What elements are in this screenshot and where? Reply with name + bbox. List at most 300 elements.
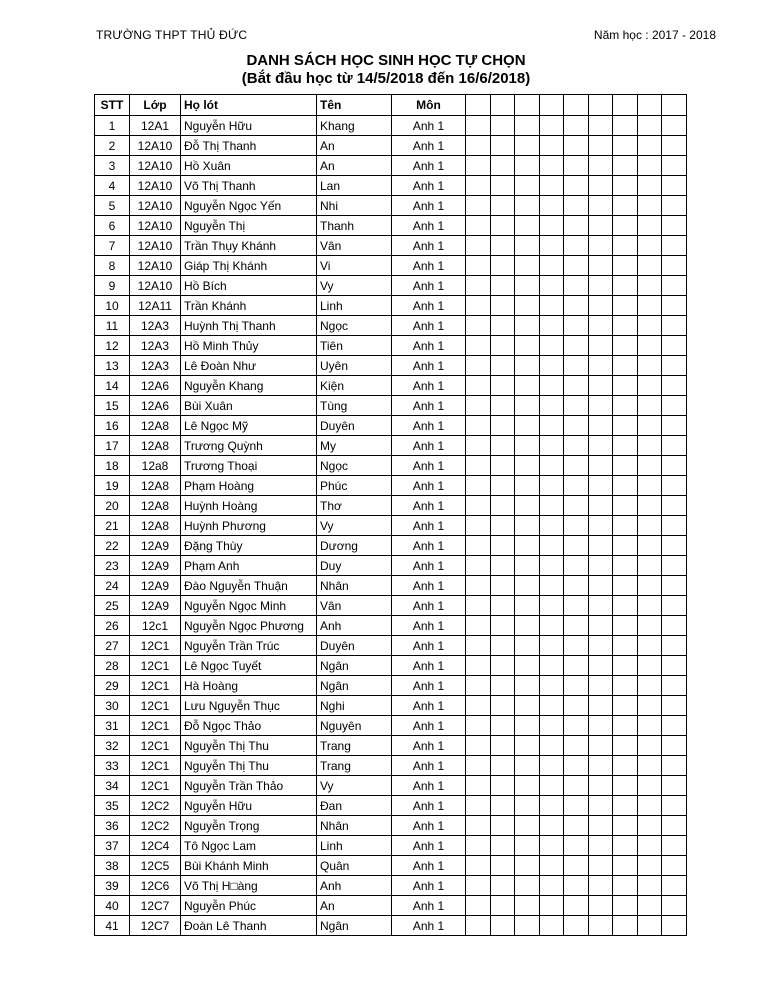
cell-blank (539, 656, 564, 676)
cell-blank (662, 476, 687, 496)
cell-surname: Phạm Hoàng (181, 476, 317, 496)
cell-stt: 31 (95, 716, 130, 736)
cell-stt: 32 (95, 736, 130, 756)
cell-surname: Nguyễn Trần Thảo (181, 776, 317, 796)
cell-given-name: Ngọc (317, 316, 392, 336)
cell-subject: Anh 1 (392, 376, 466, 396)
cell-blank (466, 556, 491, 576)
cell-blank (637, 156, 662, 176)
cell-blank (490, 136, 515, 156)
cell-blank (490, 556, 515, 576)
cell-blank (613, 536, 638, 556)
cell-blank (466, 656, 491, 676)
cell-blank (490, 276, 515, 296)
header-ten: Tên (317, 95, 392, 116)
cell-given-name: Linh (317, 296, 392, 316)
cell-blank (637, 356, 662, 376)
cell-subject: Anh 1 (392, 196, 466, 216)
table-row (95, 496, 687, 516)
cell-blank (588, 476, 613, 496)
cell-surname: Nguyễn Thị Thu (181, 736, 317, 756)
cell-blank (515, 436, 540, 456)
cell-blank (515, 376, 540, 396)
cell-class: 12A8 (130, 496, 181, 516)
cell-blank (515, 836, 540, 856)
cell-blank (613, 476, 638, 496)
cell-blank (539, 836, 564, 856)
cell-subject: Anh 1 (392, 536, 466, 556)
cell-blank (637, 236, 662, 256)
table-row (95, 256, 687, 276)
cell-blank (564, 776, 589, 796)
cell-blank (515, 636, 540, 656)
cell-blank (515, 656, 540, 676)
cell-blank (662, 356, 687, 376)
cell-stt: 1 (95, 116, 130, 136)
cell-blank (539, 536, 564, 556)
cell-blank (490, 916, 515, 936)
cell-stt: 5 (95, 196, 130, 216)
cell-stt: 39 (95, 876, 130, 896)
cell-blank (564, 356, 589, 376)
table-row (95, 636, 687, 656)
cell-class: 12A8 (130, 436, 181, 456)
cell-blank (637, 816, 662, 836)
cell-blank (466, 476, 491, 496)
cell-given-name: Đan (317, 796, 392, 816)
cell-stt: 18 (95, 456, 130, 476)
cell-given-name: An (317, 896, 392, 916)
cell-stt: 20 (95, 496, 130, 516)
cell-surname: Võ Thị H□àng (181, 876, 317, 896)
cell-blank (539, 856, 564, 876)
cell-stt: 17 (95, 436, 130, 456)
cell-blank (588, 216, 613, 236)
cell-stt: 11 (95, 316, 130, 336)
cell-blank (662, 436, 687, 456)
cell-class: 12C1 (130, 636, 181, 656)
cell-blank (515, 356, 540, 376)
cell-surname: Lê Đoàn Như (181, 356, 317, 376)
cell-blank (515, 516, 540, 536)
cell-given-name: Linh (317, 836, 392, 856)
cell-blank (637, 596, 662, 616)
cell-blank (564, 396, 589, 416)
cell-blank (515, 556, 540, 576)
cell-blank (490, 196, 515, 216)
cell-blank (637, 556, 662, 576)
table-row (95, 356, 687, 376)
cell-blank (515, 296, 540, 316)
cell-blank (662, 916, 687, 936)
table-row (95, 196, 687, 216)
cell-class: 12A9 (130, 596, 181, 616)
cell-surname: Nguyễn Hữu (181, 796, 317, 816)
cell-blank (564, 636, 589, 656)
cell-blank (637, 316, 662, 336)
cell-blank (564, 436, 589, 456)
cell-surname: Trần Thụy Khánh (181, 236, 317, 256)
header-blank (539, 95, 564, 116)
cell-blank (637, 656, 662, 676)
cell-blank (539, 876, 564, 896)
header-blank (613, 95, 638, 116)
cell-blank (613, 716, 638, 736)
cell-blank (515, 396, 540, 416)
cell-blank (564, 896, 589, 916)
cell-blank (539, 336, 564, 356)
cell-blank (490, 396, 515, 416)
cell-blank (588, 596, 613, 616)
cell-blank (637, 796, 662, 816)
cell-blank (539, 576, 564, 596)
cell-given-name: Vy (317, 276, 392, 296)
cell-blank (588, 776, 613, 796)
cell-blank (588, 616, 613, 636)
cell-blank (490, 256, 515, 276)
cell-blank (466, 856, 491, 876)
cell-blank (564, 716, 589, 736)
cell-class: 12A1 (130, 116, 181, 136)
cell-surname: Trần Khánh (181, 296, 317, 316)
cell-blank (564, 516, 589, 536)
cell-blank (466, 776, 491, 796)
cell-blank (588, 176, 613, 196)
cell-blank (564, 796, 589, 816)
cell-blank (539, 176, 564, 196)
cell-blank (588, 896, 613, 916)
cell-blank (662, 776, 687, 796)
cell-blank (466, 416, 491, 436)
cell-blank (564, 136, 589, 156)
cell-blank (613, 156, 638, 176)
cell-blank (490, 476, 515, 496)
cell-blank (613, 756, 638, 776)
cell-subject: Anh 1 (392, 176, 466, 196)
cell-class: 12C1 (130, 776, 181, 796)
cell-subject: Anh 1 (392, 496, 466, 516)
cell-blank (539, 716, 564, 736)
cell-subject: Anh 1 (392, 476, 466, 496)
header-blank (490, 95, 515, 116)
cell-given-name: Vân (317, 236, 392, 256)
cell-blank (613, 596, 638, 616)
cell-class: 12A9 (130, 536, 181, 556)
cell-blank (662, 396, 687, 416)
cell-blank (662, 816, 687, 836)
cell-blank (637, 296, 662, 316)
cell-class: 12C7 (130, 896, 181, 916)
cell-blank (662, 116, 687, 136)
cell-blank (588, 736, 613, 756)
cell-blank (515, 696, 540, 716)
cell-blank (564, 336, 589, 356)
table-row (95, 136, 687, 156)
cell-stt: 28 (95, 656, 130, 676)
cell-class: 12A6 (130, 396, 181, 416)
cell-subject: Anh 1 (392, 276, 466, 296)
cell-blank (490, 376, 515, 396)
cell-blank (613, 396, 638, 416)
cell-blank (613, 196, 638, 216)
cell-blank (466, 636, 491, 656)
cell-blank (588, 756, 613, 776)
cell-blank (515, 336, 540, 356)
cell-blank (466, 376, 491, 396)
table-row (95, 836, 687, 856)
cell-subject: Anh 1 (392, 856, 466, 876)
cell-surname: Nguyễn Khang (181, 376, 317, 396)
cell-blank (539, 396, 564, 416)
cell-blank (466, 396, 491, 416)
cell-blank (564, 616, 589, 636)
cell-blank (564, 816, 589, 836)
cell-blank (539, 556, 564, 576)
cell-blank (490, 776, 515, 796)
cell-blank (564, 296, 589, 316)
cell-blank (490, 536, 515, 556)
cell-blank (662, 216, 687, 236)
cell-blank (490, 116, 515, 136)
cell-blank (490, 576, 515, 596)
cell-stt: 33 (95, 756, 130, 776)
table-row (95, 696, 687, 716)
cell-blank (515, 796, 540, 816)
cell-blank (539, 316, 564, 336)
cell-blank (613, 236, 638, 256)
cell-blank (613, 916, 638, 936)
cell-given-name: Dương (317, 536, 392, 556)
cell-subject: Anh 1 (392, 896, 466, 916)
table-row (95, 316, 687, 336)
cell-stt: 24 (95, 576, 130, 596)
cell-blank (613, 116, 638, 136)
cell-blank (466, 456, 491, 476)
cell-blank (613, 496, 638, 516)
table-row (95, 516, 687, 536)
cell-surname: Huỳnh Phương (181, 516, 317, 536)
cell-blank (637, 176, 662, 196)
cell-class: 12A8 (130, 476, 181, 496)
cell-blank (613, 356, 638, 376)
cell-blank (490, 176, 515, 196)
cell-blank (490, 216, 515, 236)
cell-blank (564, 596, 589, 616)
cell-blank (662, 896, 687, 916)
cell-blank (539, 356, 564, 376)
school-year: Năm học : 2017 - 2018 (593, 28, 716, 42)
cell-blank (539, 676, 564, 696)
cell-blank (466, 716, 491, 736)
cell-blank (515, 916, 540, 936)
cell-surname: Hồ Bích (181, 276, 317, 296)
cell-blank (466, 816, 491, 836)
cell-blank (539, 776, 564, 796)
cell-blank (662, 376, 687, 396)
cell-stt: 2 (95, 136, 130, 156)
cell-blank (490, 596, 515, 616)
cell-given-name: Vân (317, 596, 392, 616)
cell-blank (564, 556, 589, 576)
cell-blank (515, 856, 540, 876)
cell-blank (564, 576, 589, 596)
table-row (95, 476, 687, 496)
cell-blank (466, 676, 491, 696)
table-row (95, 596, 687, 616)
cell-blank (662, 136, 687, 156)
cell-blank (539, 816, 564, 836)
cell-blank (564, 216, 589, 236)
cell-blank (564, 156, 589, 176)
cell-blank (662, 256, 687, 276)
cell-blank (637, 716, 662, 736)
cell-blank (539, 436, 564, 456)
table-row (95, 536, 687, 556)
cell-class: 12A6 (130, 376, 181, 396)
cell-blank (613, 436, 638, 456)
cell-class: 12A10 (130, 176, 181, 196)
cell-subject: Anh 1 (392, 916, 466, 936)
cell-stt: 26 (95, 616, 130, 636)
cell-subject: Anh 1 (392, 596, 466, 616)
cell-blank (613, 696, 638, 716)
cell-blank (613, 376, 638, 396)
cell-blank (637, 136, 662, 156)
cell-stt: 40 (95, 896, 130, 916)
cell-blank (564, 316, 589, 336)
cell-blank (515, 816, 540, 836)
cell-blank (466, 356, 491, 376)
cell-subject: Anh 1 (392, 316, 466, 336)
cell-blank (613, 796, 638, 816)
cell-surname: Nguyễn Ngọc Phương (181, 616, 317, 636)
cell-blank (539, 756, 564, 776)
cell-blank (613, 816, 638, 836)
cell-class: 12C1 (130, 676, 181, 696)
table-row (95, 456, 687, 476)
cell-blank (588, 536, 613, 556)
table-body (95, 116, 687, 936)
header-blank (564, 95, 589, 116)
cell-surname: Nguyễn Phúc (181, 896, 317, 916)
cell-class: 12A9 (130, 556, 181, 576)
cell-stt: 4 (95, 176, 130, 196)
cell-blank (466, 736, 491, 756)
cell-class: 12A11 (130, 296, 181, 316)
cell-blank (515, 456, 540, 476)
cell-blank (539, 456, 564, 476)
cell-blank (515, 136, 540, 156)
cell-blank (515, 256, 540, 276)
cell-blank (588, 256, 613, 276)
cell-blank (588, 716, 613, 736)
cell-subject: Anh 1 (392, 656, 466, 676)
cell-blank (564, 456, 589, 476)
cell-given-name: Anh (317, 616, 392, 636)
table-row (95, 916, 687, 936)
cell-blank (539, 376, 564, 396)
cell-given-name: Nhân (317, 576, 392, 596)
header-lop: Lớp (130, 95, 181, 116)
cell-blank (515, 316, 540, 336)
cell-blank (490, 236, 515, 256)
cell-subject: Anh 1 (392, 236, 466, 256)
cell-blank (613, 416, 638, 436)
cell-blank (662, 656, 687, 676)
cell-subject: Anh 1 (392, 136, 466, 156)
cell-blank (490, 156, 515, 176)
cell-stt: 3 (95, 156, 130, 176)
cell-surname: Lưu Nguyễn Thục (181, 696, 317, 716)
table-row (95, 276, 687, 296)
cell-subject: Anh 1 (392, 756, 466, 776)
cell-blank (613, 636, 638, 656)
cell-blank (613, 336, 638, 356)
cell-blank (613, 456, 638, 476)
cell-blank (490, 456, 515, 476)
cell-stt: 30 (95, 696, 130, 716)
cell-blank (662, 836, 687, 856)
cell-blank (564, 176, 589, 196)
cell-blank (466, 756, 491, 776)
cell-blank (466, 836, 491, 856)
cell-blank (515, 276, 540, 296)
cell-given-name: An (317, 156, 392, 176)
cell-surname: Phạm Anh (181, 556, 317, 576)
cell-blank (662, 596, 687, 616)
table-row (95, 576, 687, 596)
cell-subject: Anh 1 (392, 876, 466, 896)
cell-class: 12C1 (130, 756, 181, 776)
cell-class: 12C1 (130, 696, 181, 716)
cell-surname: Nguyễn Thị Thu (181, 756, 317, 776)
cell-blank (662, 336, 687, 356)
cell-blank (588, 916, 613, 936)
cell-blank (466, 176, 491, 196)
cell-given-name: Khang (317, 116, 392, 136)
cell-subject: Anh 1 (392, 396, 466, 416)
cell-blank (588, 296, 613, 316)
table-row (95, 736, 687, 756)
cell-blank (637, 836, 662, 856)
cell-surname: Đào Nguyễn Thuận (181, 576, 317, 596)
cell-blank (613, 856, 638, 876)
header-blank (637, 95, 662, 116)
cell-class: 12A10 (130, 276, 181, 296)
cell-blank (539, 496, 564, 516)
cell-blank (613, 296, 638, 316)
cell-blank (637, 116, 662, 136)
cell-blank (539, 296, 564, 316)
cell-stt: 8 (95, 256, 130, 276)
cell-blank (490, 416, 515, 436)
cell-blank (613, 656, 638, 676)
cell-blank (588, 516, 613, 536)
cell-surname: Hồ Minh Thủy (181, 336, 317, 356)
cell-blank (637, 216, 662, 236)
cell-blank (613, 616, 638, 636)
cell-blank (539, 916, 564, 936)
cell-blank (564, 476, 589, 496)
cell-blank (613, 836, 638, 856)
cell-class: 12C7 (130, 916, 181, 936)
table-row (95, 776, 687, 796)
cell-subject: Anh 1 (392, 516, 466, 536)
cell-blank (564, 676, 589, 696)
cell-given-name: Nghi (317, 696, 392, 716)
cell-blank (564, 256, 589, 276)
cell-class: 12C5 (130, 856, 181, 876)
